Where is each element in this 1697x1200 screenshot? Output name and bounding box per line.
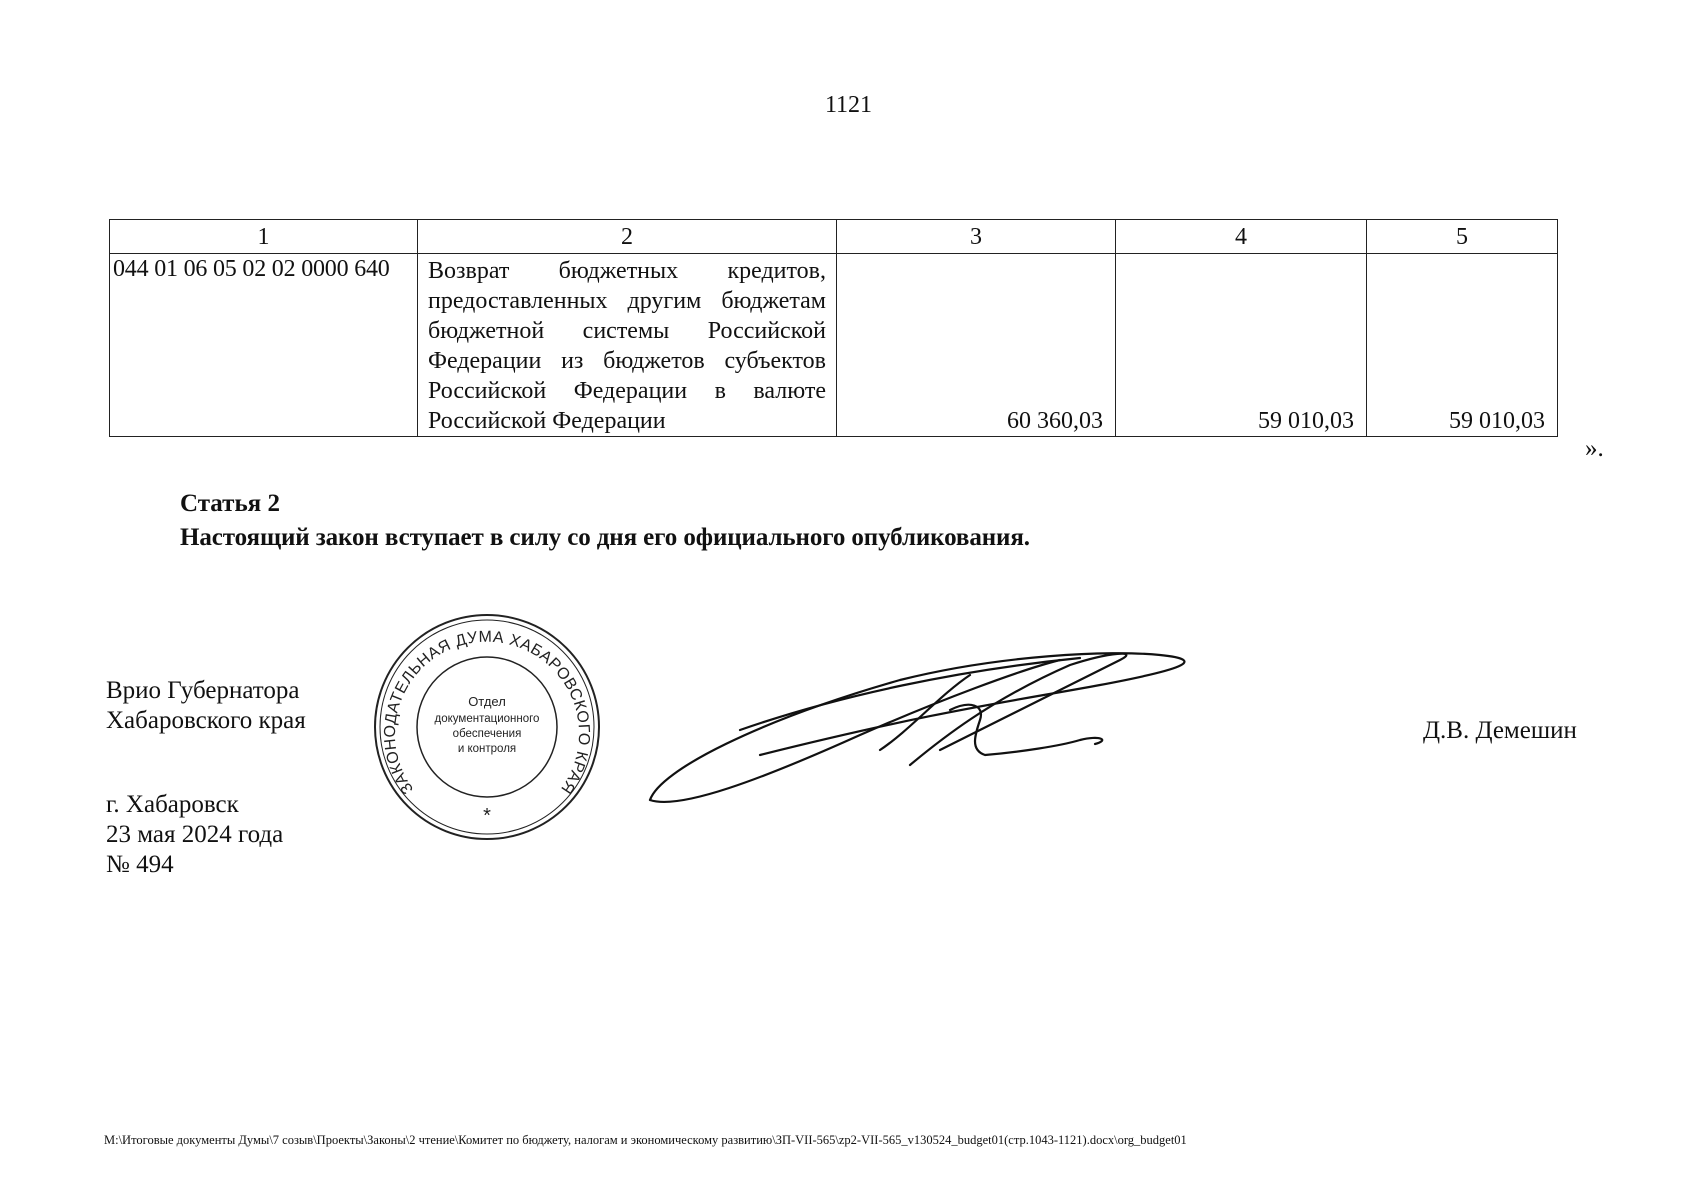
column-header-1: 1	[110, 220, 418, 254]
law-number: № 494	[106, 851, 174, 878]
place-date-block	[106, 790, 283, 880]
seal-inner-line4: и контроля	[457, 743, 517, 755]
page-number: 1121	[824, 92, 873, 118]
article-title: Статья 2	[180, 490, 280, 517]
seal-outer-text: ЗАКОНОДАТЕЛЬНАЯ ДУМА ХАБАРОВСКОГО КРАЯ	[381, 628, 593, 797]
column-header-5: 5	[1367, 220, 1558, 254]
city: г. Хабаровск	[106, 791, 239, 818]
seal-inner-line2: документационного	[434, 713, 540, 725]
file-path-footer: M:\Итоговые документы Думы\7 созыв\Проекты\Законы\2 чтение\Комитет по бюджету, налогам и экономическому развитию\ЗП-VII-565\zp2-VII-565_v130524_budget01(стр.1043-1121).docx\org_budget01	[104, 1133, 1187, 1147]
table-row	[110, 254, 1558, 437]
budget-code-cell: 044 01 06 05 02 02 0000 640	[110, 254, 418, 437]
table-header-row	[110, 220, 1558, 254]
value-cell-3: 60 360,03	[837, 254, 1116, 437]
handwritten-signature	[640, 640, 1260, 820]
seal-star: *	[483, 805, 491, 827]
signatory-name: Д.В. Демешин	[1423, 717, 1577, 744]
column-header-2: 2	[418, 220, 837, 254]
law-date: 23 мая 2024 года	[106, 821, 284, 848]
column-header-3: 3	[837, 220, 1116, 254]
signatory-position-line2: Хабаровского края	[106, 707, 306, 734]
budget-table	[109, 219, 1558, 437]
description-cell: Возврат бюджетных кредитов, предоставленных другим бюджетам бюджетной системы Российской Федерации из бюджетов субъектов Российской Федерации в валюте Российской Федерации	[418, 254, 837, 437]
seal-inner-line3: обеспечения	[452, 728, 522, 740]
column-header-4: 4	[1116, 220, 1367, 254]
value-cell-4: 59 010,03	[1116, 254, 1367, 437]
signatory-position-line1: Врио Губернатора	[106, 677, 300, 704]
closing-quote-mark: ».	[1585, 435, 1604, 462]
seal-inner-line1: Отдел	[468, 694, 506, 709]
value-cell-5: 59 010,03	[1367, 254, 1558, 437]
signatory-position	[106, 676, 306, 736]
article-text: Настоящий закон вступает в силу со дня его официального опубликования.	[180, 524, 1030, 551]
official-seal	[372, 612, 602, 842]
